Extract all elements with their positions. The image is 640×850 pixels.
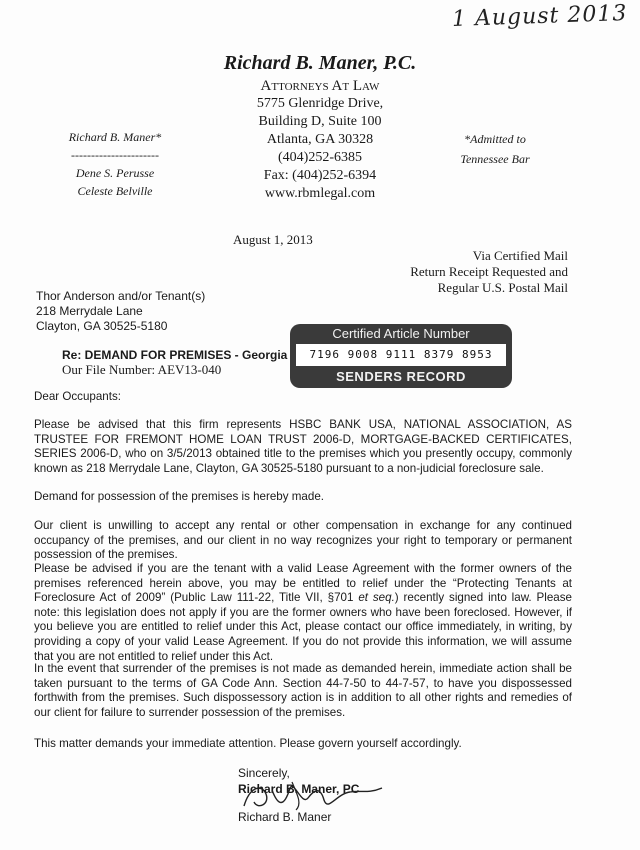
paragraph-demand: Demand for possession of the premises is hereby made.	[34, 490, 324, 503]
paragraph-dispossessory: In the event that surrender of the premises is not made as demanded herein, immediate action shall be taken pursuant to the terms of GA Code Ann. Section 44-7-50 to 44-7-57, to have you dispossessed forthwith from the premises. Such dispossessory action is in addition to all other rights and remedies of our client for failure to surrender possession of the premises.	[34, 662, 572, 719]
firm-address-line1: 5775 Glenridge Drive,	[256, 96, 384, 111]
admitted-line2: Tennessee Bar	[460, 152, 530, 166]
attorney-associate: Celeste Belville	[77, 184, 153, 198]
firm-address-line2: Building D, Suite 100	[258, 114, 382, 129]
recipient-city: Clayton, GA 30525-5180	[36, 319, 168, 333]
certified-label-footer: SENDERS RECORD	[336, 369, 466, 384]
admitted-note	[430, 129, 560, 169]
admitted-line1: *Admitted to	[464, 132, 526, 146]
letter-date: August 1, 2013	[233, 232, 313, 247]
firm-subtitle: Attorneys At Law	[260, 78, 380, 94]
firm-name: Richard B. Maner, P.C.	[223, 52, 417, 74]
recipient-street: 218 Merrydale Lane	[36, 304, 143, 318]
attorney-primary: Richard B. Maner*	[68, 130, 162, 144]
signature-firm: Richard B. Maner, PC	[238, 782, 360, 796]
recipient-name: Thor Anderson and/or Tenant(s)	[36, 289, 206, 303]
recipient-address	[36, 289, 205, 334]
paragraph-attention: This matter demands your immediate attention. Please govern yourself accordingly.	[34, 737, 462, 750]
firm-fax: Fax: (404)252-6394	[263, 168, 377, 183]
tenant-rights-italic: et seq.	[358, 591, 395, 605]
delivery-line1: Via Certified Mail	[472, 248, 568, 263]
paragraph-tenant-rights	[34, 562, 572, 664]
attorney-list	[50, 128, 180, 200]
paragraph-representation: Please be advised that this firm represents HSBC BANK USA, NATIONAL ASSOCIATION, AS TRUSTEE FOR FREMONT HOME LOAN TRUST 2006-D, MORTGAGE-BACKED CERTIFICATES, SERIES 2006-D, who on 3/5/2013 obtained title to the premises which you presently occupy, commonly known as 218 Merrydale Lane, Clayton, GA 30525-5180 pursuant to a non-judicial foreclosure sale.	[34, 418, 572, 475]
delivery-line2: Return Receipt Requested and	[410, 264, 568, 279]
firm-phone: (404)252-6385	[278, 150, 362, 165]
attorney-associate: Dene S. Perusse	[75, 166, 155, 180]
paragraph-no-compensation: Our client is unwilling to accept any rental or other compensation in exchange for any continued occupancy of the premises, and our client in no way recognizes your right to temporary or permanent possession of the premises.	[34, 519, 572, 562]
signature-name: Richard B. Maner	[238, 810, 332, 824]
subject-line: Re: DEMAND FOR PREMISES - Georgia	[62, 348, 288, 362]
certified-article-number: 7196 9008 9111 8379 8953	[296, 344, 506, 366]
tenant-rights-text-cont: ) recently signed into law. Please note: this legislation does not apply if you are the former owners who have been foreclosed. However, if you believe you are entitled to relief under this Act, please contact our office immediately, in writing, by providing a copy of your valid Lease Agreement. If you do not provide this information, we will assume that you are not entitled to relief under this Act.	[34, 591, 572, 663]
handwritten-date: 1 August 2013	[451, 0, 628, 33]
certified-mail-label	[290, 324, 512, 388]
tenant-rights-text: Please be advised if you are the tenant with a valid Lease Agreement with the former owners of the premises referenced herein above, you may be entitled to relief under the “Protecting Tenants at Foreclosure Act of 2009” (Public Law 111-22, Title VII, §701	[34, 562, 572, 605]
salutation: Dear Occupants:	[34, 390, 121, 403]
firm-city: Atlanta, GA 30328	[266, 132, 374, 147]
certified-label-header: Certified Article Number	[332, 326, 470, 341]
signature-closing: Sincerely,	[238, 766, 290, 780]
delivery-method	[410, 248, 568, 296]
firm-website: www.rbmlegal.com	[264, 186, 376, 201]
attorney-divider: ----------------------	[71, 148, 159, 162]
file-number: Our File Number: AEV13-040	[62, 362, 222, 377]
delivery-line3: Regular U.S. Postal Mail	[437, 280, 568, 295]
